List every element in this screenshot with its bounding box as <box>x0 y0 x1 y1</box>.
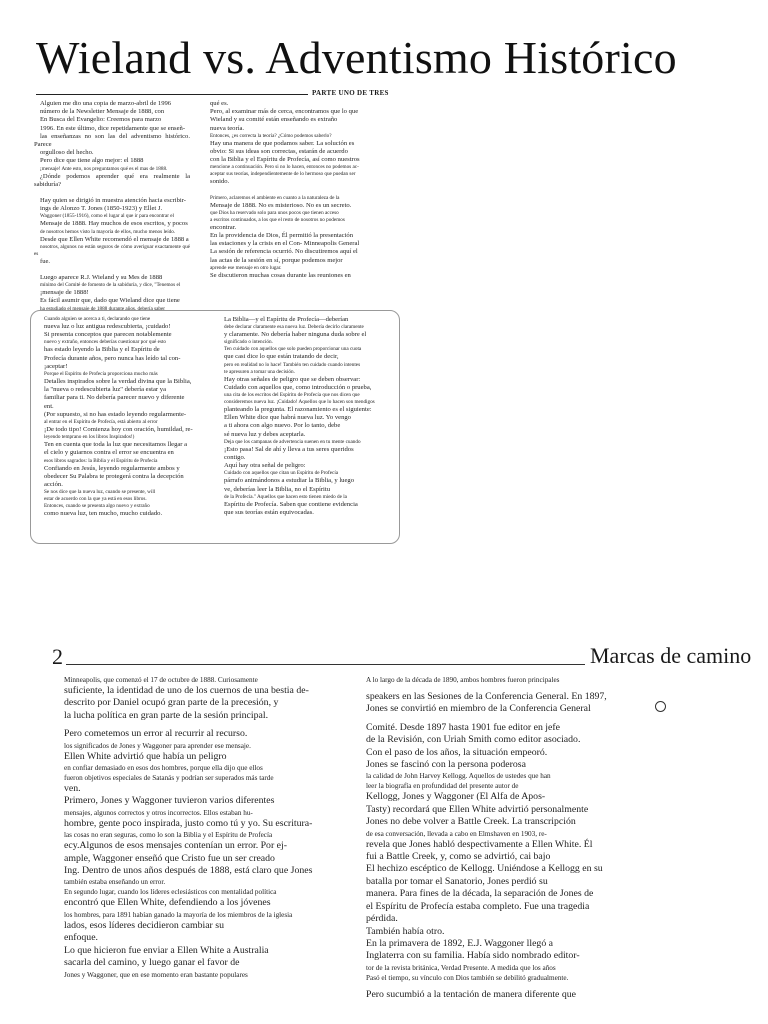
paragraph: y claramente. No debería haber ninguna duda sobre el <box>224 331 367 339</box>
paragraph: Desde que Ellen White recomendó el mensaje de 1888 a <box>40 235 189 243</box>
paragraph: a escritos continuados, a los que el resto de nosotros no podemos <box>210 216 345 223</box>
paragraph: pero en realidad no lo hace! También ten cuidado cuando intentes <box>224 361 361 368</box>
paragraph: Cuando alguien se acerca a ti, declarando que tiene <box>44 316 151 322</box>
paragraph: descrito por Daniel ocupó gran parte de la precesión, y <box>64 697 279 709</box>
paragraph: te apresuren a tomar una decisión. <box>224 368 295 375</box>
paragraph: Wieland y su comité están enseñando es extraño <box>210 116 338 124</box>
paragraph: También había otro. <box>366 925 445 937</box>
paragraph: Ing. Dentro de unos años después de 1888, está claro que Jones <box>64 865 313 877</box>
paragraph: batalla por tomar el Sanatorio, Jones perdió su <box>366 875 548 887</box>
paragraph: que sus teorías están equivocadas. <box>224 509 314 517</box>
paragraph: al entrar en el Espíritu de Profecía, está abierto al error <box>44 419 158 426</box>
paragraph: revela que Jones habló despectivamente a Ellen White. Él <box>366 838 593 850</box>
paragraph: suficiente, la identidad de uno de los cuernos de una bestia de- <box>64 685 309 696</box>
paragraph: ¡Esto pasa! Sal de ahí y lleva a tus seres queridos <box>224 445 354 453</box>
paragraph: encontrar. <box>210 223 237 231</box>
paragraph: ample, Waggoner enseñó que Cristo fue un ser creado <box>64 852 275 864</box>
paragraph: fui a Battle Creek, y, como se advirtió, cai bajo <box>366 851 551 863</box>
paragraph: de esa conversación, llevada a cabo en Elmshaven en 1903, re- <box>366 829 547 838</box>
paragraph: La sesión de referencia ocurrió. No discutiremos aquí el <box>210 248 358 256</box>
paragraph: los hombres, para 1891 habían ganado la mayoría de los miembros de la iglesia <box>64 910 293 919</box>
paragraph: Minneapolis, que comenzó el 17 de octubre de 1888. Curiosamente <box>64 676 258 684</box>
paragraph: hombre, gente poco inspirada, justo como tú y yo. Su escritura- <box>64 817 313 829</box>
paragraph: manera. Para fines de la década, la separación de Jones de <box>366 888 594 900</box>
paragraph: las actas de la sesión en sí, porque podemos mejor <box>210 256 343 264</box>
circle-icon <box>655 701 666 712</box>
paragraph: Entonces, ¿es correcta la teoría? ¿Cómo podemos saberlo? <box>210 132 332 139</box>
paragraph: significado o intención. <box>224 339 273 346</box>
paragraph: Alguien me dio una copia de marzo-abril de 1996 <box>40 100 172 107</box>
paragraph: En la providencia de Dios, Él permitió la presentación <box>210 232 354 240</box>
paragraph: Jones no debe volver a Battle Creek. La transcripción <box>366 816 576 828</box>
paragraph: aceptar sus teorías, independientemente de lo hermoso que puedan ser <box>210 171 356 178</box>
paragraph: el cielo y guiarnos contra el error se encuentra en <box>44 449 174 457</box>
paragraph: Comité. Desde 1897 hasta 1901 fue editor en jefe <box>366 721 560 733</box>
paragraph: ent. <box>44 402 54 410</box>
paragraph: Confiando en Jesús, leyendo regularmente ambos y <box>44 464 180 472</box>
paragraph: Entonces, cuando se presenta algo nuevo y extraño <box>44 503 150 510</box>
paragraph: has estado leyendo la Biblia y el Espíritu de <box>44 346 160 354</box>
paragraph: Pasó el tiempo, su vínculo con Dios también se debilitó gradualmente. <box>366 973 569 982</box>
paragraph: a ti ahora con algo nuevo. Por lo tanto, debe <box>224 422 341 430</box>
paragraph: Ellen White dice que habrá nueva luz. Yo vengo <box>224 414 351 422</box>
paragraph: Mensaje de 1888. No es misterioso. No es un secreto. <box>210 201 352 209</box>
paragraph: Se discutieron muchas cosas durante las reuniones en <box>210 271 351 279</box>
paragraph: Kellogg, Jones y Waggoner (El Alfa de Apos- <box>366 791 546 803</box>
paragraph: como nueva luz, ten mucho, mucho cuidado. <box>44 510 163 518</box>
paragraph: Se nos dice que la nueva luz, cuando se presente, will <box>44 489 156 496</box>
paragraph: sé nueva luz y debes aceptarla. <box>224 430 306 438</box>
paragraph: Ellen White advirtió que había un peligro <box>64 750 227 762</box>
paragraph: la lucha política en gran parte de la sesión principal. <box>64 709 269 721</box>
paragraph: speakers en las Sesiones de la Conferencia General. En 1897, <box>366 691 607 702</box>
paragraph: de nosotros hemos visto la mayoría de ellos, mucho menos leído. <box>40 228 176 235</box>
paragraph: qué es. <box>210 100 229 107</box>
paragraph: Si presenta conceptos que parecen notablemente <box>44 331 172 339</box>
paragraph: debe declarar claramente esa nueva luz. Debería decirlo claramente <box>224 324 364 331</box>
box-right-column <box>218 316 394 538</box>
paragraph: Pero sucumbió a la tentación de manera diferente que <box>366 988 577 1000</box>
paragraph: las cosas no eran seguras, como lo son la Biblia y el Espíritu de Profecía <box>64 831 273 840</box>
paragraph: que Dios ha reservado solo para unos pocos que tienen acceso <box>210 209 339 216</box>
paragraph: encontró que Ellen White, defendiendo a los jóvenes <box>64 897 271 909</box>
paragraph: Primero, aclaremos el ambiente en cuanto a la naturaleza de la <box>210 194 340 201</box>
paragraph: de la Revisión, con Uriah Smith como editor asociado. <box>366 734 581 746</box>
paragraph: Pero, al examinar más de cerca, encontramos que lo que <box>210 108 359 116</box>
paragraph: con la Biblia y el Espíritu de Profecía, así como nuestros <box>210 156 360 164</box>
box-left-column <box>38 316 212 538</box>
paragraph: En Busca del Evangelio: Creemos para marzo <box>40 116 162 124</box>
paragraph: ven. <box>64 783 81 795</box>
paragraph: Hay otras señales de peligro que se deben observar: <box>224 375 361 383</box>
paragraph: nuevo y extraño, entonces deberías cuestionar por qué esto <box>44 339 167 346</box>
paragraph: mencione a continuación. Pero si no lo hacen, entonces no podemos ac- <box>210 164 359 171</box>
paragraph: nueva teoría. <box>210 124 245 132</box>
paragraph: Pero cometemos un error al recurrir al recurso. <box>64 728 248 740</box>
article-title: Wieland vs. Adventismo Histórico <box>36 32 677 83</box>
bottom-right-column <box>354 675 636 1024</box>
paragraph: Waggoner (1855-1916), como el lugar al que ir para encontrar el <box>40 213 174 220</box>
paragraph: obvio: Si sus ideas son correctas, estarán de acuerdo <box>210 148 348 156</box>
paragraph: que casi dice lo que están tratando de decir, <box>224 353 339 361</box>
paragraph: enfoque. <box>64 932 99 944</box>
paragraph: leyendo temprano en los libros Inspirados!) <box>44 434 135 441</box>
paragraph: en confiar demasiado en esos dos hombres, porque ella dijo que ellos <box>64 764 263 773</box>
paragraph: Lo que hicieron fue enviar a Ellen White a Australia <box>64 944 269 956</box>
paragraph: esos libros sagrados: la Biblia y el Espíritu de Profecía <box>44 457 158 464</box>
paragraph: Mensaje de 1888. Hay muchos de esos escritos, y pocos <box>40 220 188 228</box>
paragraph: Deja que los campanas de advertencia suenen en tu mente cuando <box>224 438 361 445</box>
paragraph: el Espíritu de Profecía estaba completo. Fue una tragedia <box>366 900 590 912</box>
part-label: PARTE UNO DE TRES <box>312 89 389 97</box>
paragraph: orgulloso del hecho. <box>40 149 94 157</box>
paragraph: Hay una manera de que podamos saber. La solución es <box>210 139 355 147</box>
paragraph: Con el paso de los años, la situación empeoró. <box>366 746 548 758</box>
paragraph: Ten en cuenta que toda la luz que necesitamos llegar a <box>44 441 188 449</box>
paragraph: familiar para ti. No debería parecer nuevo y diferente <box>44 394 185 402</box>
paragraph: leer la biografía en profundidad del presente autor de <box>366 782 519 791</box>
paragraph: también estaba enseñando un error. <box>64 878 166 887</box>
paragraph: la "nueva o redescubierta luz" debería estar ya <box>44 386 166 394</box>
paragraph: la calidad de John Harvey Kellogg. Aquellos de ustedes que han <box>366 772 551 781</box>
paragraph: Hay quien se dirigió in muestra atención hacia escribir- <box>40 197 186 205</box>
paragraph: Inglaterra con su familia. Había sido nombrado editor- <box>366 950 580 962</box>
paragraph: las enseñanzas no son las del adventismo histórico. Parece <box>34 132 190 149</box>
paragraph: obedecer Su Palabra te protegerá contra la decepción <box>44 472 184 480</box>
paragraph: fue. <box>40 257 51 265</box>
paragraph: una cita de los escritos del Espíritu de Profecía que nos dicen que <box>224 392 360 399</box>
paragraph: ¡aceptar! <box>44 362 68 370</box>
paragraph: Luego aparece R.J. Wieland y su Mes de 1888 <box>40 274 163 282</box>
paragraph: Primero, Jones y Waggoner tuvieron varios diferentes <box>64 795 275 807</box>
section-rule <box>66 664 585 665</box>
paragraph: de la Profecía." Aquellos que hacen esto tienen miedo de la <box>224 493 347 500</box>
paragraph: Espíritu de Profecía. Saben que contiene evidencia <box>224 500 358 508</box>
paragraph: El hechizo escéptico de Kellogg. Uniéndose a Kellogg en su <box>366 863 603 875</box>
paragraph: ha estudiado el mensaje de 1888 durante años, debería saber <box>40 305 166 312</box>
paragraph: sacarla del camino, y luego ganar el favor de <box>64 957 240 969</box>
paragraph: En segundo lugar, cuando los líderes eclesiásticos con mentalidad política <box>64 888 277 897</box>
top-left-column <box>34 100 190 314</box>
paragraph: La Biblia—y el Espíritu de Profecía—deberían <box>224 316 349 323</box>
paragraph: Cuidado con aquellos que citan un Espíritu de Profecía <box>224 470 339 477</box>
section-title: Marcas de camino <box>590 643 752 668</box>
paragraph: nosotros, algunos no están seguros de cómo averiguar exactamente qué es <box>34 243 190 257</box>
paragraph: acción. <box>44 481 63 489</box>
paragraph: consideremos nueva luz. ¡Cuidado! Aquellos que lo hacen son mendigos <box>224 399 375 406</box>
paragraph: tor de la revista británica, Verdad Presente. A medida que los años <box>366 963 556 972</box>
paragraph: los significados de Jones y Waggoner para aprender ese mensaje. <box>64 741 251 750</box>
paragraph: Profecía durante años, pero nunca has leído tal con- <box>44 354 181 362</box>
paragraph: A lo largo de la década de 1890, ambos hombres fueron principales <box>366 676 560 684</box>
paragraph: párrafo animándonos a estudiar la Biblia, y luego <box>224 477 355 485</box>
paragraph: ve, deberías leer la Biblia, no el Espíritu <box>224 485 331 493</box>
paragraph: Jones se fascinó con la persona poderosa <box>366 759 526 771</box>
paragraph: planteando la pregunta. El razonamiento es el siguiente: <box>224 406 372 414</box>
paragraph: número de la Newsletter Mensaje de 1888, con <box>40 108 165 116</box>
paragraph: 1996. En este último, dice repetidamente que se enseñ- <box>40 124 186 132</box>
paragraph: Detalles inspirados sobre la verdad divina que la Biblia, <box>44 378 192 386</box>
page-number: 2 <box>52 644 63 669</box>
paragraph: Tasty) recordará que Ellen White advirtió personalmente <box>366 803 589 815</box>
paragraph: ¡De todo tipo! Comienza hoy con oración, humildad, re- <box>44 426 193 434</box>
paragraph: Cuidado con aquellos que, como introducción o prueba, <box>224 383 372 391</box>
paragraph: Jones se convirtió en miembro de la Conferencia General <box>366 703 591 715</box>
paragraph: mínimo del Comité de fomento de la sabiduría, y dice, "Tenemos el <box>40 282 181 289</box>
paragraph: Jones y Waggoner, que en ese momento eran bastante populares <box>64 970 248 979</box>
paragraph: Ten cuidado con aquellos que solo pueden proporcionar una cuota <box>224 346 362 353</box>
paragraph: ¡mensaje de 1888! <box>40 289 89 297</box>
paragraph: En la primavera de 1892, E.J. Waggoner llegó a <box>366 937 554 949</box>
paragraph: Porque el Espíritu de Profecía proporciona mucho más <box>44 371 158 378</box>
paragraph: pérdida. <box>366 913 398 925</box>
paragraph: Pero dice que tiene algo mejor: el 1888 <box>40 157 144 165</box>
paragraph: ecy.Algunos de esos mensajes contenían un error. Por ej- <box>64 840 287 852</box>
paragraph: ¡mensaje! Ante esto, nos preguntamos qué es el mas de 1888. <box>40 165 168 172</box>
paragraph: nueva luz o luz antigua redescubierta, ¡cuidado! <box>44 323 171 330</box>
paragraph: Es fácil asumir que, dado que Wieland dice que tiene <box>40 297 180 305</box>
paragraph: Aquí hay otra señal de peligro: <box>224 462 306 470</box>
bottom-left-column <box>52 675 334 1024</box>
paragraph: (Por supuesto, si no has estado leyendo regularmente- <box>44 410 187 418</box>
paragraph: las estaciones y la crisis en el Con- Minneapolis General <box>210 240 360 248</box>
paragraph: mensajes, algunos correctos y otros incorrectos. Ellos estaban hu- <box>64 808 253 817</box>
paragraph: estar de acuerdo con la que ya está en esos libros. <box>44 496 147 503</box>
paragraph: contigo. <box>224 454 246 462</box>
paragraph: ings de Alonzo T. Jones (1850-1923) y Ellet J. <box>40 205 163 213</box>
paragraph: ¿Dónde podemos aprender qué era realmente la sabiduría? <box>34 172 190 188</box>
paragraph: aprende ese mensaje en otro lugar. <box>210 264 282 271</box>
top-right-column <box>204 100 396 314</box>
part-rule <box>36 94 308 95</box>
paragraph: sonido. <box>210 178 230 186</box>
paragraph: fueron objetivos especiales de Satanás y podrían ser superados más tarde <box>64 774 274 783</box>
paragraph: lados, esos líderes decidieron cambiar su <box>64 919 224 931</box>
